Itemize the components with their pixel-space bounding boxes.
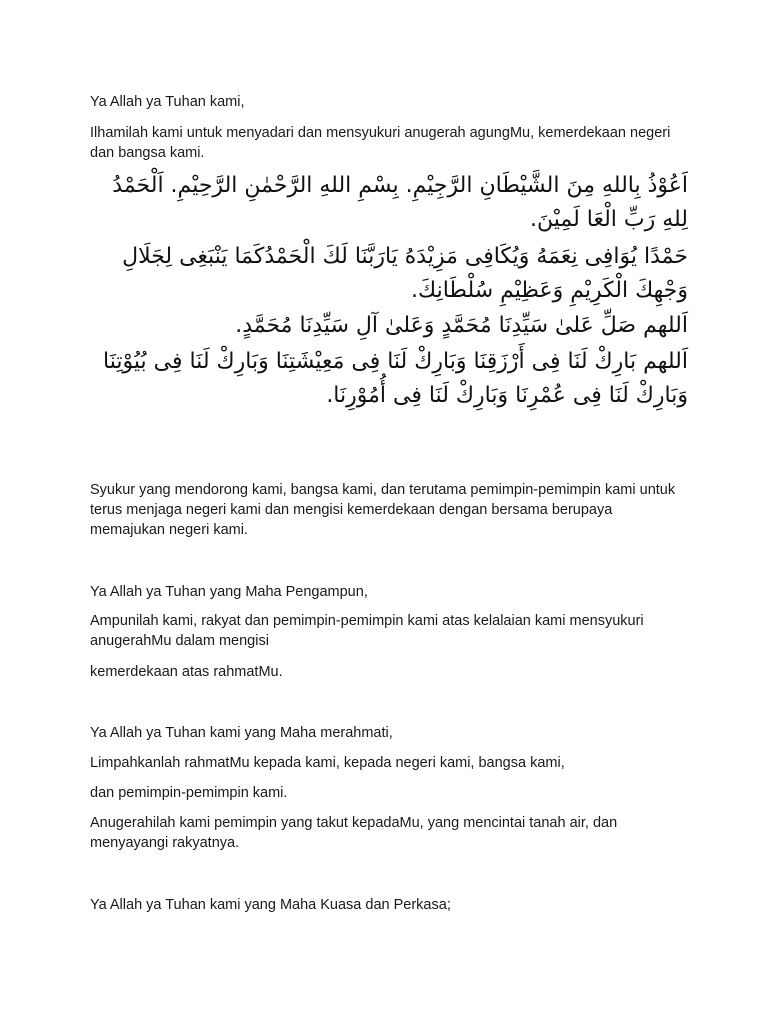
gratitude-paragraph: Syukur yang mendorong kami, bangsa kami, dan terutama pemimpin-pemimpin kami untuk terus menjaga negeri kami dan mengisi kemerdekaan dengan bersama berupaya memajukan negeri kami. (90, 482, 676, 538)
arabic-hamdalah: حَمْدًا يُوَافِى نِعَمَهُ وَيُكَافِى مَزِيْدَهُ يَارَبَّنَا لَكَ الْحَمْدُكَمَا يَنْبَغِى لِجَلَالِ وَجْهِكَ الْكَرِيْمِ وَعَظِيْمِ سُلْطَانِكَ. (122, 244, 688, 303)
intro-paragraph: Ilhamilah kami untuk menyadari dan mensyukuri anugerah agungMu, kemerdekaan negeri dan bangsa kami. (90, 125, 671, 161)
arabic-taawudz-basmalah: اَعُوْذُ بِاللهِ مِنَ الشَّيْطَانِ الرَّجِيْمِ. بِسْمِ اللهِ الرَّحْمٰنِ الرَّحِيْمِ. اَلْحَمْدُ لِلهِ رَبِّ الْعَا لَمِيْنَ. (112, 173, 688, 232)
greeting-maha-merahmati: Ya Allah ya Tuhan kami yang Maha merahmati, (90, 725, 393, 741)
greeting-maha-pengampun: Ya Allah ya Tuhan yang Maha Pengampun, (90, 584, 368, 600)
leaders-paragraph: Anugerahilah kami pemimpin yang takut kepadaMu, yang mencintai tanah air, dan menyayangi rakyatnya. (90, 815, 618, 851)
greeting-maha-kuasa: Ya Allah ya Tuhan kami yang Maha Kuasa dan Perkasa; (90, 897, 451, 913)
arabic-shalawat: اَللهم صَلِّ عَلىٰ سَيِّدِنَا مُحَمَّدٍ وَعَلىٰ آلِ سَيِّدِنَا مُحَمَّدٍ. (235, 313, 688, 338)
greeting-ya-allah: Ya Allah ya Tuhan kami, (90, 94, 245, 110)
mercy-paragraph: Limpahkanlah rahmatMu kepada kami, kepada negeri kami, bangsa kami, (90, 755, 565, 771)
arabic-barakah: اَللهم بَارِكْ لَنَا فِى أَرْزَقِنَا وَبَارِكْ لَنَا فِى مَعِيْشَتِنَا وَبَارِكْ لَنَا فِى بُيُوْتِنَا وَبَارِكْ لَنَا فِى عُمْرِنَا وَبَارِكْ لَنَا فِى أُمُوْرِنَا. (103, 349, 688, 408)
forgiveness-continued: kemerdekaan atas rahmatMu. (90, 664, 283, 680)
forgiveness-paragraph: Ampunilah kami, rakyat dan pemimpin-pemimpin kami atas kelalaian kami mensyukuri anugerahMu dalam mengisi (90, 613, 644, 649)
mercy-continued: dan pemimpin-pemimpin kami. (90, 785, 288, 801)
